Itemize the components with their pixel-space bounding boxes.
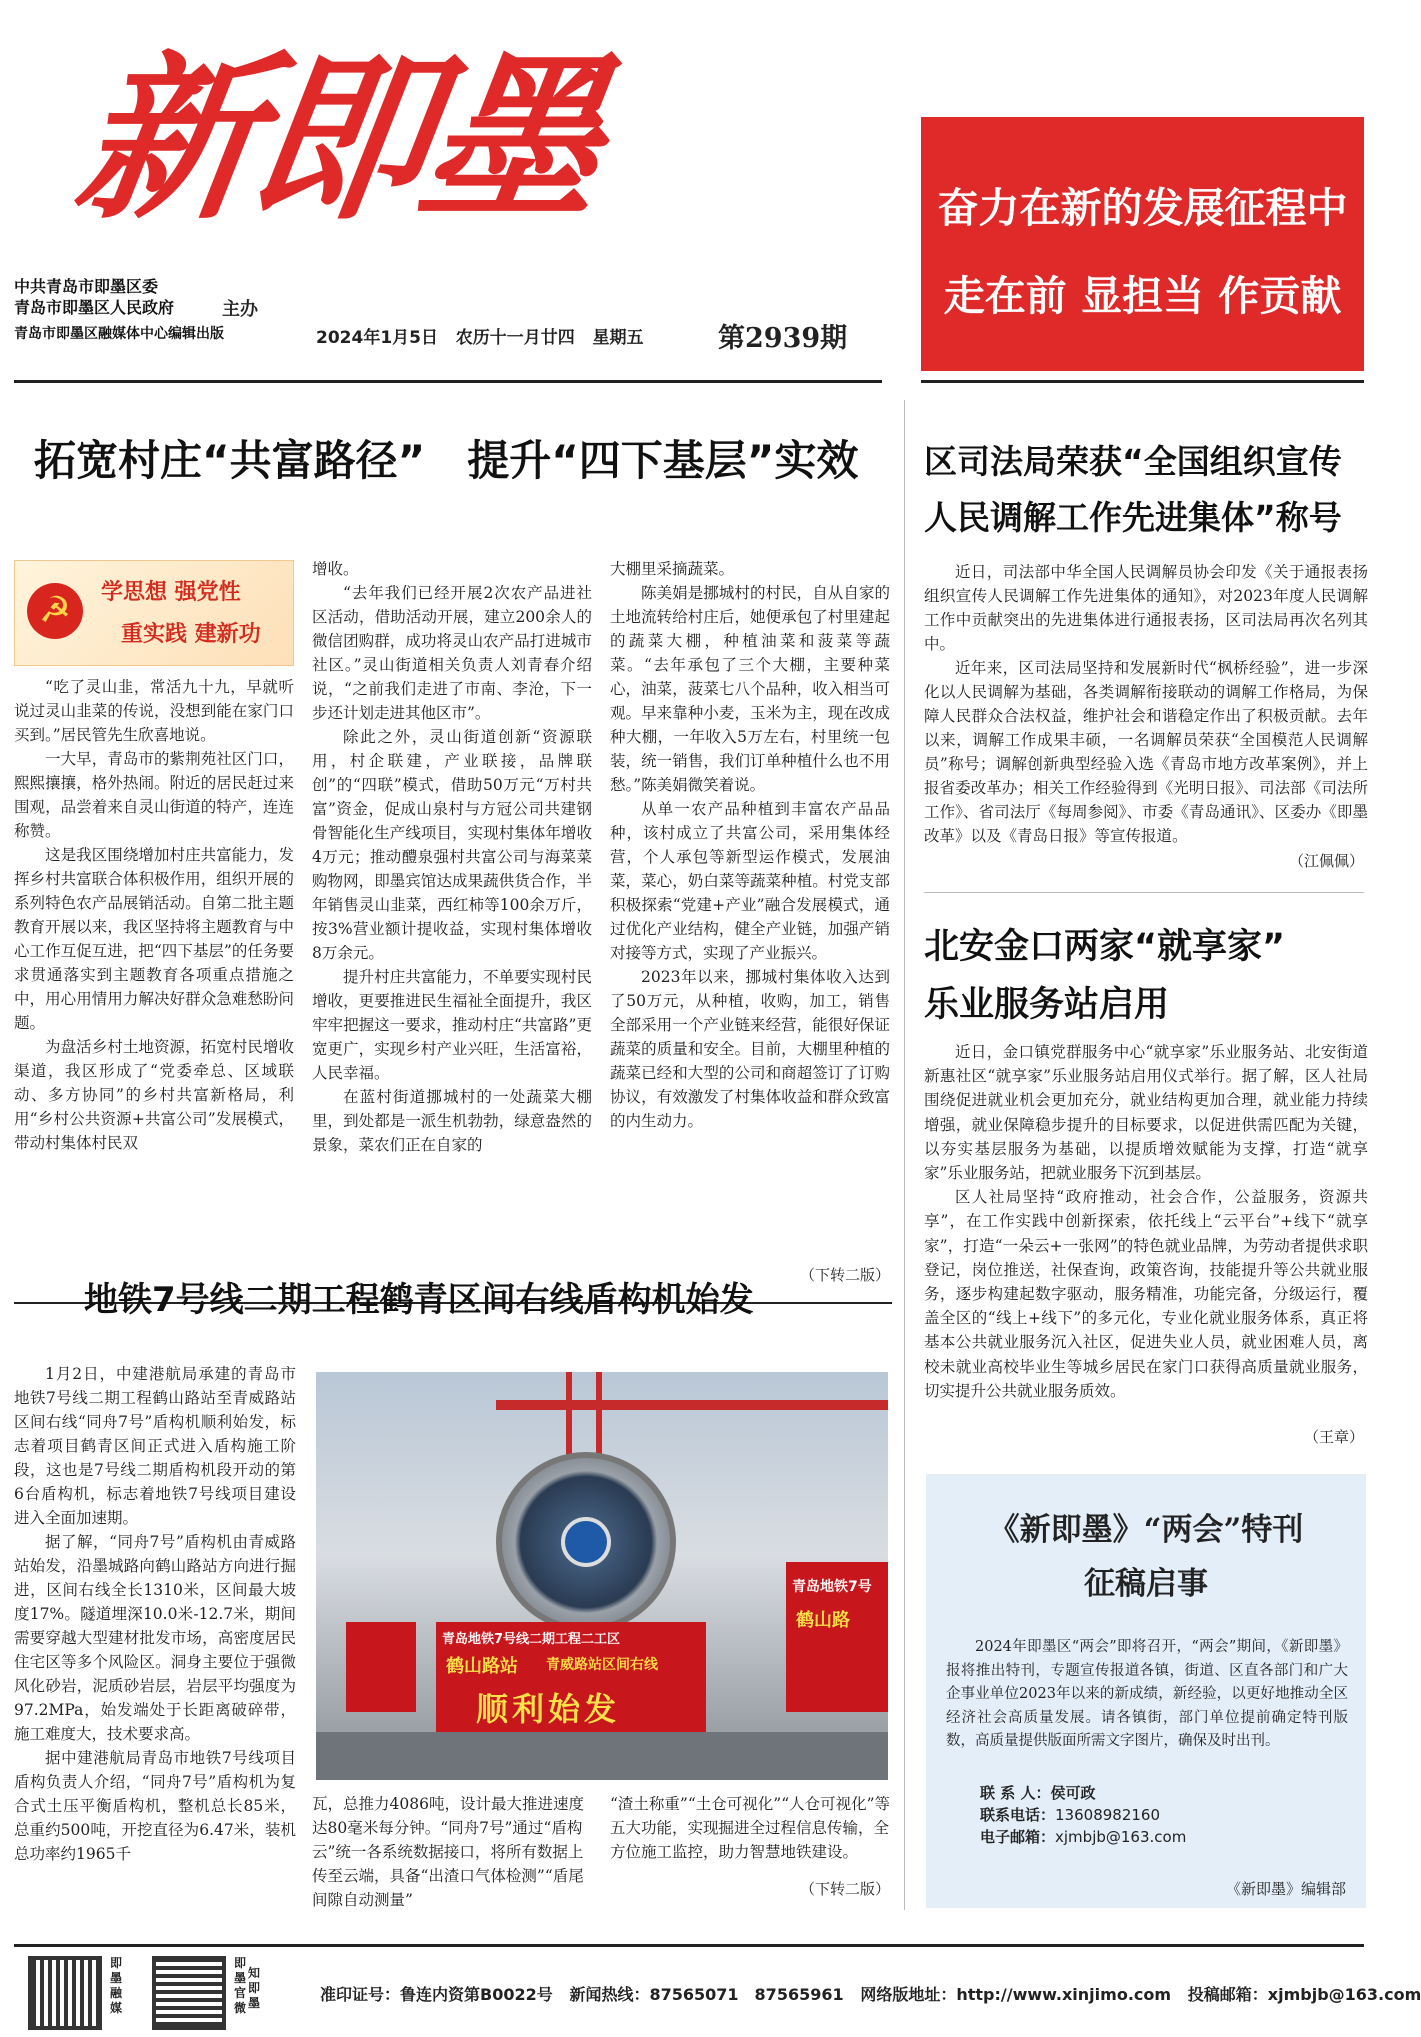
site-link[interactable]: http://www.xinjimo.com — [956, 1985, 1172, 2004]
justice-p1: 近日，司法部中华全国人民调解员协会印发《关于通报表扬组织宣传人民调解工作先进集体的通知》，对2023年度人民调解工作中贡献突出的先进集体进行通报表扬，区司法局再次名列其中。 — [924, 563, 1368, 653]
permit-label: 准印证号： — [320, 1985, 401, 2004]
metro-l-p2: 据了解，“同舟7号”盾构机由青威路站始发，沿墨城路向鹤山路站方向进行掘进，区间右线全长1310米，区间最大坡度17%。隧道埋深10.0米-12.7米，期间需要穿越大型建材批发市场，高密度居民住宅区等多个风险区。洞身主要位于强微风化砂岩，泥质砂岩层，岩层平均强度为97.2MPa，始发端处于长距离破碎带，施工难度大，技术要求高。 — [14, 1533, 296, 1743]
photo-sign-3: 青威路站区间右线 — [546, 1657, 658, 1673]
publisher: 青岛市即墨区融媒体中心编辑出版 — [14, 326, 224, 342]
metro-l-p1: 1月2日，中建港航局承建的青岛市地铁7号线二期工程鹤山路站至青威路站区间右线“同舟7号”盾构机顺利始发，标志着项目鹤青区间正式进入盾构施工阶段，这也是7号线二期盾构机段开动的第6台盾构机，标志着地铁7号线项目建设进入全面加速期。 — [14, 1365, 296, 1527]
photo-sign-1: 青岛地铁7号线二期工程二工区 — [442, 1632, 621, 1647]
notice-phone-row — [980, 1804, 1186, 1826]
site-label: 网络版地址： — [860, 1985, 957, 2004]
sponsor-1: 中共青岛市即墨区委 — [14, 277, 159, 296]
notice-contact-row — [980, 1782, 1186, 1804]
notice-contact — [980, 1782, 1186, 1848]
lead-c2-p5: 在蓝村街道挪城村的一处蔬菜大棚里，到处都是一派生机勃勃，绿意盎然的景象，菜农们正在自家的 — [312, 1088, 592, 1154]
red-banner-main — [436, 1622, 706, 1732]
notice-box — [926, 1474, 1366, 1908]
notice-title-2: 征稿启事 — [1084, 1566, 1208, 1602]
jobs-p2: 区人社局坚持“政府推动，社会合作，公益服务，资源共享”，在工作实践中创新探索，依托线上“云平台”+线下“就享家”，打造“一朵云+一张网”的特色就业品牌，为劳动者提供求职登记，岗位推送，社保查询，政策咨询，技能提升等公共就业服务，逐步构建起数字驱动，服务精准，功能完备，分级运行，覆盖全区的“线上+线下”的多元化，专业化就业服务体系，真正将基本公共就业服务沉入社区，促进失业人员，就业困难人员，离校未就业高校毕业生等城乡居民在家门口获得高质量就业服务，切实提升公共就业服务质效。 — [924, 1188, 1368, 1400]
justice-headline — [924, 434, 1364, 546]
theme-badge — [14, 560, 294, 666]
lead-c2-p1: 增收。 — [312, 560, 359, 578]
footer-rule — [14, 1944, 1364, 1947]
jobs-headline — [924, 918, 1364, 1034]
justice-headline-1: 区司法局荣获“全国组织宣传 — [924, 442, 1342, 481]
lead-c1-p3: 这是我区围绕增加村庄共富能力，发挥乡村共富联合体积极作用，组织开展的系列特色农产品展销活动。自第二批主题教育开展以来，我区坚持将主题教育与中心工作互促互进，把“四下基层”的任务要求贯通落实到主题教育各项重点措施之中，用心用情用力解决好群众急难愁盼问题。 — [14, 846, 294, 1032]
metro-bottom-right: “渣土称重”“土仓可视化”“人仓可视化”等五大功能，实现掘进全过程信息传输，全方位施工监控，助力智慧地铁建设。 — [610, 1795, 891, 1861]
badge-line1: 学思想 强党性 — [101, 580, 241, 605]
masthead-rule — [14, 380, 882, 383]
notice-phone-label: 联系电话： — [980, 1806, 1056, 1824]
lead-c3-p3: 从单一农产品种植到丰富农产品品种，该村成立了共富公司，采用集体经营，个人承包等新型运作模式，发展油菜，菜心，奶白菜等蔬菜种植。村党支部积极探索“党建+产业”融合发展模式，通过优化产业结构，健全产业链，加强产销对接等方式，实现了产业振兴。 — [610, 800, 890, 962]
masthead-logo — [65, 14, 611, 284]
metro-continued: （下转二版） — [799, 1880, 890, 1898]
qr-label-2: 即墨官微 — [234, 1956, 247, 2015]
lead-column-3 — [610, 557, 890, 1257]
notice-email: xjmbjb@163.com — [1055, 1828, 1187, 1846]
red-banner-left — [346, 1622, 416, 1712]
justice-headline-2: 人民调解工作先进集体”称号 — [924, 498, 1342, 537]
sponsor-block — [14, 276, 224, 345]
lead-c1-p1: “吃了灵山韭，常活九十九，早就听说过灵山韭菜的传说，没想到能在家门口买到。”居民管先生欣喜地说。 — [14, 678, 294, 744]
banner-line2: 走在前 显担当 作贡献 — [943, 272, 1342, 320]
hotline-label: 新闻热线： — [569, 1985, 650, 2004]
crane-beam — [496, 1400, 888, 1410]
jobs-headline-1: 北安金口两家“就享家” — [924, 927, 1286, 967]
lead-c3-p1: 大棚里采摘蔬菜。 — [610, 560, 735, 578]
lead-c1-p2: 一大早，青岛市的紫荆苑社区门口，熙熙攘攘，格外热闹。附近的居民赶过来围观，品尝着来自灵山街道的特产，连连称赞。 — [14, 750, 294, 840]
lead-c2-p4: 提升村庄共富能力，不单要实现村民增收，更要推进民生福祉全面提升，我区牢牢把握这一要求，推动村庄“共富路”更宽更广，实现乡村产业兴旺，生活富裕，人民幸福。 — [312, 968, 592, 1082]
metro-bottom-mid: 瓦，总推力4086吨，设计最大推进速度达80毫米每分钟。“同舟7号”通过“盾构云”统一各系统数据接口，将所有数据上传至云端，具备“出渣口气体检测”“盾尾间隙自动测量” — [312, 1795, 584, 1909]
justice-divider — [924, 892, 1364, 893]
issue-weekday: 星期五 — [592, 328, 644, 348]
footer-info — [320, 1982, 1421, 2005]
qr-code-2 — [152, 1956, 226, 2030]
metro-photo — [316, 1372, 888, 1780]
sponsor-role: 主办 — [222, 299, 258, 320]
notice-phone: 13608982160 — [1055, 1806, 1160, 1824]
masthead-title: 新即墨 — [65, 34, 611, 243]
lead-c1-p4: 为盘活乡村土地资源，拓宽村民增收渠道，我区形成了“党委牵总、区域联动、多方协同”的乡村共富新格局，利用“乡村公共资源+共富公司”发展模式，带动村集体村民双 — [14, 1038, 294, 1152]
photo-sign-6: 鹤山路 — [796, 1610, 850, 1631]
qr-code-1 — [28, 1956, 102, 2030]
justice-body — [924, 560, 1368, 848]
jobs-sign: （王章） — [1303, 1428, 1364, 1446]
pit-floor — [316, 1732, 888, 1780]
jobs-p1: 近日，金口镇党群服务中心“就享家”乐业服务站、北安街道新惠社区“就享家”乐业服务站启用仪式举行。据了解，区人社局围绕促进就业机会更加充分，就业结构更加合理，就业能力持续增强，就业保障稳步提升的目标要求，以促进供需匹配为关键，以夯实基层服务为基础，以提质增效赋能为支撑，打造“就享家”乐业服务站，把就业服务下沉到基层。 — [924, 1043, 1368, 1183]
lead-continued: （下转二版） — [799, 1266, 890, 1284]
hotline: 87565071 87565961 — [649, 1985, 844, 2004]
qr-label-1: 即墨融媒 — [110, 1956, 123, 2015]
qr-label-3: 知即墨 — [248, 1966, 261, 2010]
notice-body: 2024年即墨区“两会”即将召开，“两会”期间，《新即墨》报将推出特刊，专题宣传报道各镇，街道、区直各部门和广大企事业单位2023年以来的新成绩，新经验，以更好地推动全区经济社会高质量发展。请各镇街，部门单位提前确定特刊版数，高质量提供版面所需文字图片，确保及时出刊。 — [946, 1639, 1348, 1749]
permit: 鲁连内资第B0022号 — [400, 1985, 553, 2004]
lead-c3-p4: 2023年以来，挪城村集体收入达到了50万元，从种植，收购，加工，销售全部采用一个产业链来经营，能很好保证蔬菜的质量和安全。目前，大棚里种植的蔬菜已经和大型的公司和商超签订了订购协议，有效激发了村集体收益和群众致富的内生动力。 — [610, 968, 890, 1130]
shield-hub — [561, 1517, 611, 1567]
lead-c3-p2: 陈美娟是挪城村的村民，自从自家的土地流转给村庄后，她便承包了村里建起的蔬菜大棚，种植油菜和菠菜等蔬菜。“去年承包了三个大棚，主要种菜心，油菜，菠菜七八个品种，收入相当可观。早来靠种小麦，玉米为主，现在改成种大棚，一年收入5万左右，村里统一包装，统一销售，我们订单种植什么也不用愁。”陈美娟微笑着说。 — [610, 584, 890, 794]
notice-email-row — [980, 1826, 1186, 1848]
red-banner-right — [786, 1562, 888, 1712]
column-separator — [904, 400, 905, 1910]
metro-headline: 地铁7号线二期工程鹤青区间右线盾构机始发 — [84, 1280, 754, 1320]
jobs-body — [924, 1040, 1368, 1403]
issue-lunar: 农历十一月廿四 — [455, 328, 575, 348]
metro-l-p3: 据中建港航局青岛市地铁7号线项目盾构负责人介绍，“同舟7号”盾构机为复合式土压平衡盾构机，整机总长85米，总重约500吨，开挖直径为6.47米，装机总功率约1965千 — [14, 1749, 296, 1863]
notice-email-label: 电子邮箱： — [980, 1828, 1056, 1846]
notice-signoff: 《新即墨》编辑部 — [1225, 1880, 1346, 1898]
photo-sign-5: 青岛地铁7号 — [792, 1579, 872, 1595]
party-emblem-icon: ☭ — [27, 583, 83, 639]
photo-sign-2: 鹤山路站 — [446, 1656, 518, 1677]
badge-line2: 重实践 建新功 — [121, 622, 261, 647]
lead-column-2 — [312, 557, 592, 1297]
issue-date: 2024年1月5日 — [316, 328, 438, 348]
metro-left-column — [14, 1362, 296, 1902]
justice-p2: 近年来，区司法局坚持和发展新时代“枫桥经验”，进一步深化以人民调解为基础，各类调解衔接联动的调解工作格局，为保障人民群众合法权益，维护社会和谐稳定作出了积极贡献。去年以来，调解工作成果丰硕，一名调解员荣获“全国模范人民调解员”称号；调解创新典型经验入选《青岛市地方改革案例》，并上报省委改革办；相关工作经验得到《光明日报》、司法部《司法所工作》、省司法厅《每周参阅》、市委《青岛通讯》、区委办《即墨改革》以及《青岛日报》等宣传报道。 — [924, 659, 1368, 845]
banner-line1: 奋力在新的发展征程中 — [937, 184, 1348, 232]
lead-c2-p2: “去年我们已经开展2次农产品进社区活动，借助活动开展，建立200余人的微信团购群，成功将灵山农产品打进城市社区。”灵山街道相关负责人刘青春介绍说，“之前我们走进了市南、李沧，下一步还计划走进其他区市”。 — [312, 584, 592, 722]
masthead-rule-right — [921, 380, 1364, 383]
lead-c2-p3: 除此之外，灵山街道创新“资源联用，村企联建，产业联接，品牌联创”的“四联”模式，借助50万元“万村共富”资金，促成山泉村与方冠公司共建钢骨智能化生产线项目，实现村集体年增收4万元；推动醴泉强村共富公司与海菜菜购物网，即墨宾馆达成果蔬供货合作，半年销售灵山韭菜，西红柿等100余万斤，按3%营业额计提收益，实现村集体增收8万余元。 — [312, 728, 592, 962]
photo-sign-4: 顺利始发 — [476, 1690, 621, 1728]
mail-link[interactable]: xjmbjb@163.com — [1267, 1985, 1421, 2004]
mail-label: 投稿邮箱： — [1187, 1985, 1268, 2004]
lead-headline: 拓宽村庄“共富路径” 提升“四下基层”实效 — [34, 436, 859, 485]
issue-number: 第2939期 — [718, 323, 848, 354]
issue-info — [316, 323, 644, 348]
notice-contact-name: 侯可政 — [1050, 1784, 1096, 1802]
banner — [921, 117, 1364, 371]
sponsor-2: 青岛市即墨区人民政府 — [14, 298, 175, 317]
lead-column-1 — [14, 675, 294, 1305]
notice-title-1: 《新即墨》“两会”特刊 — [988, 1512, 1304, 1548]
justice-sign: （江佩佩） — [1288, 852, 1364, 870]
jobs-headline-2: 乐业服务站启用 — [924, 985, 1170, 1025]
notice-contact-label: 联 系 人： — [980, 1784, 1051, 1802]
